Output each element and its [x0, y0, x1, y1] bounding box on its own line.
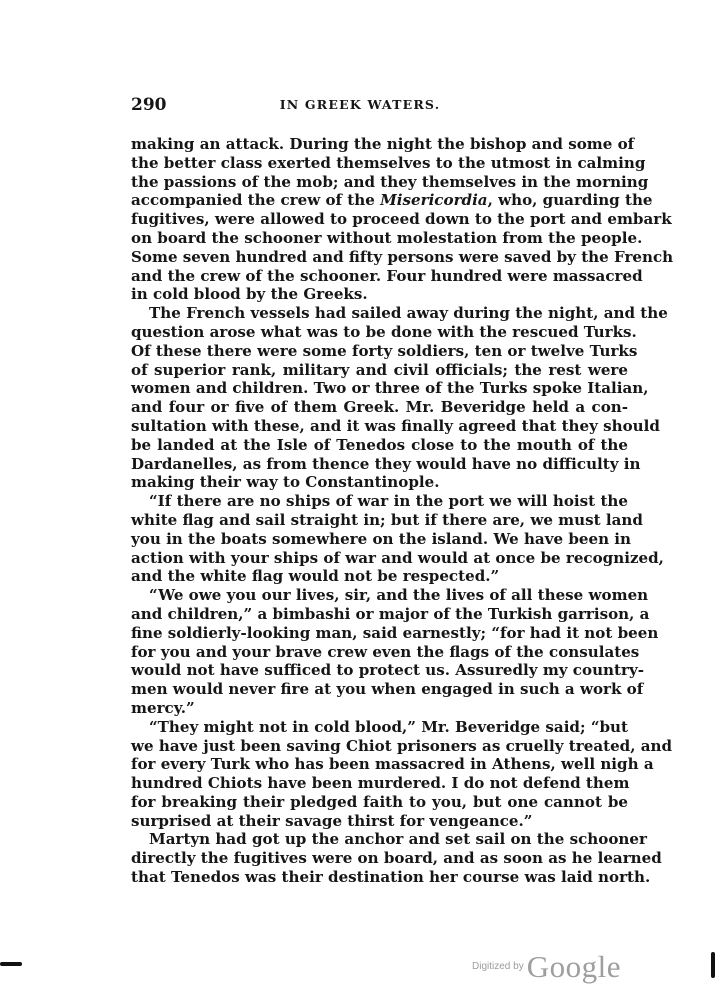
- text-line: accompanied the crew of the Misericordia, who, guarding the: [131, 191, 653, 210]
- text-line: for you and your brave crew even the flags of the consulates: [131, 642, 640, 661]
- text-line: the better class exerted themselves to the utmost in calming: [131, 153, 646, 172]
- page-number: 290: [131, 95, 167, 115]
- text-line: sultation with these, and it was finally agreed that they should: [131, 416, 660, 435]
- text-line: men would never fire at you when engaged in such a work of: [131, 680, 644, 699]
- text-line: for every Turk who has been massacred in Athens, well nigh a: [131, 755, 654, 774]
- text-line: that Tenedos was their destination her course was laid north.: [131, 868, 651, 887]
- text-line: making their way to Constantinople.: [131, 473, 440, 492]
- text-line: “If there are no ships of war in the port we will hoist the: [149, 492, 628, 511]
- text-line: for breaking their pledged faith to you, but one cannot be: [131, 792, 628, 811]
- running-header: IN GREEK WATERS.: [279, 97, 441, 112]
- text-line: surprised at their savage thirst for vengeance.”: [131, 811, 533, 830]
- text-line: action with your ships of war and would at once be recognized,: [131, 548, 664, 567]
- text-line: Dardanelles, as from thence they would have no difficulty in: [131, 454, 641, 473]
- text-line: and the white flag would not be respected.”: [131, 567, 500, 586]
- watermark-prefix: Digitized by: [472, 961, 524, 972]
- text-line: Some seven hundred and fifty persons were saved by the French: [131, 247, 674, 266]
- ship-name: Misericordia: [380, 191, 488, 210]
- scan-edge-mark-left: [0, 962, 22, 966]
- text-line: in cold blood by the Greeks.: [131, 285, 368, 304]
- text-line: making an attack. During the night the bishop and some of: [131, 135, 635, 153]
- text-line: hundred Chiots have been murdered. I do not defend them: [131, 774, 630, 793]
- text-line: mercy.”: [131, 698, 195, 717]
- text-line: you in the boats somewhere on the island. We have been in: [131, 529, 632, 548]
- text-line: on board the schooner without molestation from the people.: [131, 228, 643, 247]
- google-logo: Google: [526, 949, 621, 984]
- text-line: and the crew of the schooner. Four hundred were massacred: [131, 266, 643, 285]
- text-line: the passions of the mob; and they themselves in the morning: [131, 172, 649, 191]
- body-text: [131, 135, 674, 887]
- text-line: we have just been saving Chiot prisoners as cruelly treated, and: [131, 736, 673, 755]
- text-line: and children,” a bimbashi or major of the Turkish garrison, a: [131, 604, 650, 623]
- text-line: directly the fugitives were on board, and as soon as he learned: [131, 849, 662, 868]
- text-line: white flag and sail straight in; but if there are, we must land: [131, 510, 643, 529]
- text-line: “We owe you our lives, sir, and the lives of all these women: [149, 586, 649, 605]
- text-line: fugitives, were allowed to proceed down to the port and embark: [131, 210, 672, 229]
- text-line: be landed at the Isle of Tenedos close to the mouth of the: [131, 435, 628, 454]
- text-line: would not have sufficed to protect us. Assuredly my country-: [131, 661, 644, 680]
- text-line: question arose what was to be done with the rescued Turks.: [131, 322, 637, 341]
- text-line: The French vessels had sailed away during the night, and the: [149, 304, 668, 323]
- scan-edge-mark-right: [711, 952, 715, 978]
- text-line: women and children. Two or three of the Turks spoke Italian,: [131, 379, 649, 398]
- text-line: “They might not in cold blood,” Mr. Beveridge said; “but: [149, 717, 628, 736]
- text-line: Martyn had got up the anchor and set sail on the schooner: [149, 830, 647, 849]
- google-digitized-watermark: [472, 949, 621, 985]
- text-line: and four or five of them Greek. Mr. Beveridge held a con-: [131, 398, 628, 417]
- text-line: fine soldierly-looking man, said earnestly; “for had it not been: [131, 623, 659, 642]
- text-line: Of these there were some forty soldiers, ten or twelve Turks: [131, 341, 638, 360]
- text-line: of superior rank, military and civil officials; the rest were: [131, 360, 628, 379]
